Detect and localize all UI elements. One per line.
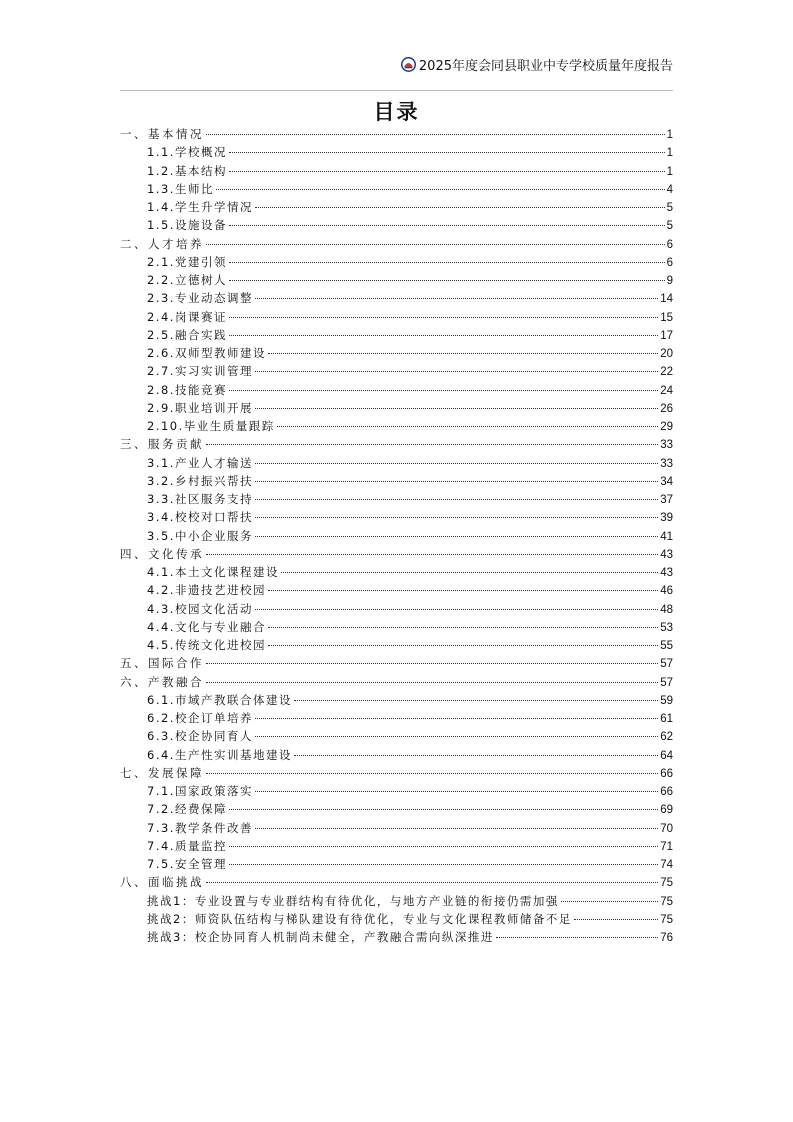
toc-entry-label: 2.6.双师型教师建设	[147, 346, 266, 360]
toc-entry-label: 3.2.乡村振兴帮扶	[147, 473, 253, 488]
toc-entry-page-number: 26	[660, 402, 673, 415]
toc-dot-leader	[206, 773, 658, 774]
toc-entry-label: 2.2.立德树人	[147, 273, 227, 287]
toc-dot-leader	[268, 645, 658, 646]
toc-subsection-entry[interactable]	[120, 636, 673, 654]
toc-entry-page-number: 75	[660, 877, 673, 890]
toc-entry-label: 6.1.市域产教联合体建设	[147, 692, 292, 707]
toc-entry-page-number: 69	[660, 804, 673, 817]
toc-subsection-entry[interactable]	[120, 216, 673, 234]
toc-subsection-entry[interactable]	[120, 600, 673, 618]
toc-dot-leader	[206, 882, 658, 883]
toc-dot-leader	[294, 700, 658, 701]
toc-entry-label: 1.1.学校概况	[147, 145, 227, 160]
toc-entry-label: 6.3.校企协同育人	[147, 729, 253, 744]
toc-subsection-entry[interactable]	[120, 490, 673, 508]
toc-entry-page-number: 34	[660, 475, 673, 488]
toc-entry-page-number: 20	[660, 348, 673, 360]
toc-entry-page-number: 4	[666, 183, 673, 196]
toc-entry-page-number: 37	[660, 494, 673, 506]
toc-dot-leader	[206, 134, 665, 135]
toc-dot-leader	[255, 207, 665, 208]
toc-dot-leader	[229, 390, 658, 391]
toc-entry-page-number: 29	[660, 421, 673, 433]
toc-entry-page-number: 66	[660, 767, 673, 780]
toc-entry-label: 7.3.教学条件改善	[147, 820, 253, 835]
toc-dot-leader	[255, 609, 658, 610]
toc-dot-leader	[206, 244, 665, 245]
toc-section-entry[interactable]	[120, 235, 673, 253]
toc-entry-page-number: 5	[666, 220, 673, 233]
toc-dot-leader	[268, 627, 658, 628]
toc-dot-leader	[255, 791, 658, 792]
toc-entry-label: 7.4.质量监控	[147, 838, 227, 853]
toc-subsection-entry[interactable]	[120, 143, 673, 161]
table-of-contents	[120, 125, 673, 946]
toc-entry-label: 4.5.传统文化进校园	[147, 638, 266, 652]
toc-entry-label: 1.3.生师比	[147, 181, 214, 196]
toc-entry-page-number: 66	[660, 786, 673, 798]
toc-section-entry[interactable]	[120, 125, 673, 143]
header-divider	[120, 90, 673, 91]
toc-subsection-entry[interactable]	[120, 344, 673, 362]
toc-section-entry[interactable]	[120, 673, 673, 691]
toc-entry-label: 7.1.国家政策落实	[147, 784, 253, 798]
toc-entry-label: 挑战2：师资队伍结构与梯队建设有待优化，专业与文化课程教师储备不足	[147, 911, 572, 926]
toc-subsection-entry[interactable]	[120, 289, 673, 307]
toc-dot-leader	[294, 755, 658, 756]
toc-subsection-entry[interactable]	[120, 180, 673, 198]
toc-dot-leader	[206, 682, 658, 683]
toc-dot-leader	[255, 718, 658, 719]
toc-subsection-entry[interactable]	[120, 381, 673, 399]
toc-entry-label: 3.4.校校对口帮扶	[147, 510, 253, 525]
toc-entry-label: 七、发展保障	[120, 765, 204, 780]
toc-entry-page-number: 1	[666, 147, 673, 160]
toc-dot-leader	[229, 317, 658, 318]
toc-entry-label: 挑战1：专业设置与专业群结构有待优化，与地方产业链的衔接仍需加强	[147, 893, 559, 908]
toc-dot-leader	[229, 262, 665, 263]
toc-dot-leader	[206, 444, 658, 445]
toc-dot-leader	[229, 152, 665, 153]
toc-entry-page-number: 76	[660, 932, 673, 944]
toc-entry-label: 7.5.安全管理	[147, 857, 227, 871]
toc-entry-page-number: 71	[660, 840, 673, 853]
toc-entry-label: 四、文化传承	[120, 546, 204, 561]
toc-entry-page-number: 75	[660, 895, 673, 908]
toc-entry-label: 2.10.毕业生质量跟踪	[147, 419, 275, 433]
toc-dot-leader	[229, 846, 658, 847]
toc-dot-leader	[574, 919, 658, 920]
toc-subsection-entry[interactable]	[120, 253, 673, 271]
toc-entry-page-number: 57	[660, 658, 673, 671]
toc-entry-label: 4.4.文化与专业融合	[147, 619, 266, 634]
school-emblem-icon	[401, 57, 416, 72]
toc-dot-leader	[206, 663, 658, 664]
toc-dot-leader	[255, 408, 658, 409]
toc-dot-leader	[496, 937, 658, 938]
toc-subsection-entry[interactable]	[120, 527, 673, 545]
toc-entry-label: 1.2.基本结构	[147, 163, 227, 178]
toc-entry-page-number: 14	[660, 293, 673, 306]
toc-entry-page-number: 22	[660, 366, 673, 379]
header-title: 2025年度会同县职业中专学校质量年度报告	[418, 58, 673, 74]
toc-entry-page-number: 59	[660, 694, 673, 707]
toc-entry-page-number: 53	[660, 621, 673, 634]
toc-entry-page-number: 33	[660, 439, 673, 452]
toc-entry-label: 4.1.本土文化课程建设	[147, 565, 279, 579]
toc-entry-label: 4.2.非遗技艺进校园	[147, 583, 266, 598]
toc-subsection-entry[interactable]	[120, 308, 673, 326]
toc-subsection-entry[interactable]	[120, 800, 673, 818]
toc-section-entry[interactable]	[120, 654, 673, 672]
toc-subsection-entry[interactable]	[120, 709, 673, 727]
toc-dot-leader	[229, 809, 658, 810]
toc-entry-label: 6.2.校企订单培养	[147, 711, 253, 725]
toc-entry-page-number: 43	[660, 548, 673, 561]
toc-subsection-entry[interactable]	[120, 691, 673, 709]
toc-subsection-entry[interactable]	[120, 417, 673, 435]
toc-dot-leader	[255, 536, 658, 537]
toc-entry-label: 八、面临挑战	[120, 875, 204, 890]
toc-subsection-entry[interactable]	[120, 472, 673, 490]
toc-entry-label: 4.3.校园文化活动	[147, 601, 253, 616]
toc-entry-page-number: 61	[660, 713, 673, 725]
toc-title: 目录	[373, 100, 420, 124]
toc-entry-label: 2.5.融合实践	[147, 327, 227, 342]
toc-entry-page-number: 64	[660, 749, 673, 762]
toc-dot-leader	[281, 572, 658, 573]
toc-section-entry[interactable]	[120, 545, 673, 563]
toc-dot-leader	[255, 517, 658, 518]
toc-subsection-entry[interactable]	[120, 326, 673, 344]
toc-entry-page-number: 70	[660, 822, 673, 835]
toc-entry-label: 三、服务贡献	[120, 437, 204, 452]
toc-dot-leader	[255, 499, 658, 500]
toc-dot-leader	[268, 353, 658, 354]
toc-subsection-entry[interactable]	[120, 362, 673, 380]
toc-entry-page-number: 33	[660, 457, 673, 470]
toc-subsection-entry[interactable]	[120, 618, 673, 636]
toc-entry-page-number: 39	[660, 512, 673, 525]
toc-subsection-entry[interactable]	[120, 837, 673, 855]
toc-entry-label: 2.9.职业培训开展	[147, 400, 253, 415]
toc-subsection-entry[interactable]	[120, 581, 673, 599]
toc-entry-label: 3.3.社区服务支持	[147, 492, 253, 506]
toc-entry-label: 六、产教融合	[120, 674, 204, 689]
toc-entry-page-number: 46	[660, 585, 673, 598]
toc-subsection-entry[interactable]	[120, 454, 673, 472]
toc-section-entry[interactable]	[120, 764, 673, 782]
toc-dot-leader	[229, 864, 658, 865]
toc-entry-page-number: 74	[660, 859, 673, 871]
toc-entry-label: 1.5.设施设备	[147, 218, 227, 233]
toc-dot-leader	[229, 335, 658, 336]
toc-subsection-entry[interactable]	[120, 198, 673, 216]
toc-subsection-entry[interactable]	[120, 271, 673, 289]
toc-subsection-entry[interactable]	[120, 819, 673, 837]
toc-entry-page-number: 57	[660, 676, 673, 689]
toc-entry-page-number: 48	[660, 603, 673, 616]
toc-dot-leader	[561, 901, 658, 902]
toc-entry-page-number: 6	[666, 256, 673, 269]
toc-entry-label: 2.4.岗课赛证	[147, 309, 227, 324]
toc-dot-leader	[277, 426, 658, 427]
toc-entry-page-number: 1	[666, 165, 673, 178]
toc-subsection-entry[interactable]	[120, 162, 673, 180]
toc-entry-page-number: 55	[660, 640, 673, 652]
toc-entry-page-number: 43	[660, 567, 673, 579]
toc-entry-label: 二、人才培养	[120, 236, 204, 251]
running-header	[120, 52, 673, 76]
toc-dot-leader	[255, 371, 658, 372]
toc-subsection-entry[interactable]	[120, 563, 673, 581]
toc-subsection-entry[interactable]	[120, 928, 673, 946]
toc-entry-page-number: 62	[660, 731, 673, 744]
toc-entry-label: 2.3.专业动态调整	[147, 291, 253, 306]
toc-entry-label: 挑战3：校企协同育人机制尚未健全，产教融合需向纵深推进	[147, 930, 494, 944]
toc-entry-label: 6.4.生产性实训基地建设	[147, 747, 292, 762]
toc-entry-label: 2.8.技能竞赛	[147, 382, 227, 397]
toc-section-entry[interactable]	[120, 435, 673, 453]
toc-entry-page-number: 24	[660, 384, 673, 397]
toc-entry-page-number: 6	[666, 238, 673, 251]
toc-subsection-entry[interactable]	[120, 782, 673, 800]
toc-entry-label: 五、国际合作	[120, 656, 204, 671]
toc-entry-page-number: 1	[666, 129, 673, 141]
toc-subsection-entry[interactable]	[120, 892, 673, 910]
toc-entry-page-number: 9	[666, 275, 673, 287]
toc-entry-page-number: 41	[660, 530, 673, 543]
toc-subsection-entry[interactable]	[120, 727, 673, 745]
toc-entry-label: 1.4.学生升学情况	[147, 200, 253, 214]
toc-dot-leader	[255, 828, 658, 829]
toc-entry-page-number: 5	[666, 202, 673, 214]
toc-dot-leader	[229, 280, 665, 281]
toc-entry-label: 一、基本情况	[120, 127, 204, 141]
toc-dot-leader	[255, 298, 658, 299]
toc-dot-leader	[255, 736, 658, 737]
toc-entry-label: 3.5.中小企业服务	[147, 528, 253, 543]
toc-entry-label: 7.2.经费保障	[147, 802, 227, 817]
toc-entry-label: 3.1.产业人才输送	[147, 455, 253, 470]
toc-dot-leader	[268, 590, 658, 591]
toc-subsection-entry[interactable]	[120, 910, 673, 928]
toc-subsection-entry[interactable]	[120, 855, 673, 873]
toc-entry-label: 2.1.党建引领	[147, 254, 227, 269]
toc-entry-label: 2.7.实习实训管理	[147, 364, 253, 379]
toc-subsection-entry[interactable]	[120, 746, 673, 764]
toc-dot-leader	[255, 463, 658, 464]
toc-dot-leader	[255, 481, 658, 482]
toc-subsection-entry[interactable]	[120, 508, 673, 526]
toc-dot-leader	[229, 225, 665, 226]
toc-entry-page-number: 75	[660, 913, 673, 926]
toc-subsection-entry[interactable]	[120, 399, 673, 417]
toc-entry-page-number: 15	[660, 311, 673, 324]
toc-entry-page-number: 17	[660, 329, 673, 342]
toc-dot-leader	[229, 171, 665, 172]
toc-section-entry[interactable]	[120, 873, 673, 891]
toc-dot-leader	[216, 189, 665, 190]
toc-dot-leader	[206, 554, 658, 555]
